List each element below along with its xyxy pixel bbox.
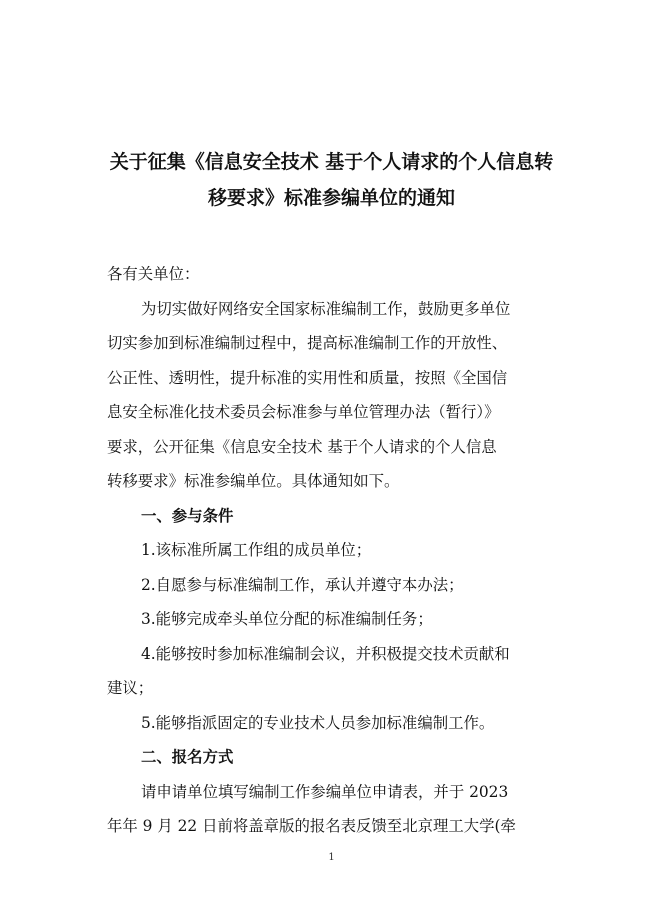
intro-paragraph-line: 为切实做好网络安全国家标准编制工作，鼓励更多单位: [141, 299, 511, 318]
page-number: 1: [328, 852, 335, 863]
condition-item: 4.能够按时参加标准编制会议，并积极提交技术贡献和: [141, 644, 510, 663]
condition-item: 3.能够完成牵头单位分配的标准编制任务；: [141, 610, 433, 628]
title-line-2: 移要求》标准参编单位的通知: [207, 187, 455, 209]
condition-item: 5.能够指派固定的专业技术人员参加标准编制工作。: [141, 713, 495, 732]
section-heading-participation: 一、参与条件: [141, 506, 234, 525]
signup-paragraph-line: 年年 9 月 22 日前将盖章版的报名表反馈至北京理工大学(牵: [107, 817, 516, 835]
condition-item: 1.该标准所属工作组的成员单位；: [141, 541, 372, 559]
condition-item-continuation: 建议；: [107, 679, 154, 697]
condition-item: 2.自愿参与标准编制工作，承认并遵守本办法；: [141, 575, 464, 594]
document-title: [90, 144, 573, 216]
intro-paragraph-line: 息安全标准化技术委员会标准参与单位管理办法（暂行）》: [107, 403, 500, 421]
signup-paragraph-line: 请申请单位填写编制工作参编单位申请表，并于 2023: [141, 782, 509, 801]
section-heading-signup: 二、报名方式: [141, 748, 234, 766]
title-line-1: 关于征集《信息安全技术 基于个人请求的个人信息转: [109, 151, 554, 173]
salutation: 各有关单位：: [107, 265, 200, 283]
intro-paragraph-line: 转移要求》标准参编单位。具体通知如下。: [107, 472, 400, 490]
intro-paragraph-line: 公正性、透明性，提升标准的实用性和质量，按照《全国信: [107, 368, 508, 387]
document-body: [107, 257, 562, 844]
intro-paragraph-line: 切实参加到标准编制过程中，提高标准编制工作的开放性、: [107, 334, 508, 352]
intro-paragraph-line: 要求，公开征集《信息安全技术 基于个人请求的个人信息: [107, 437, 497, 456]
